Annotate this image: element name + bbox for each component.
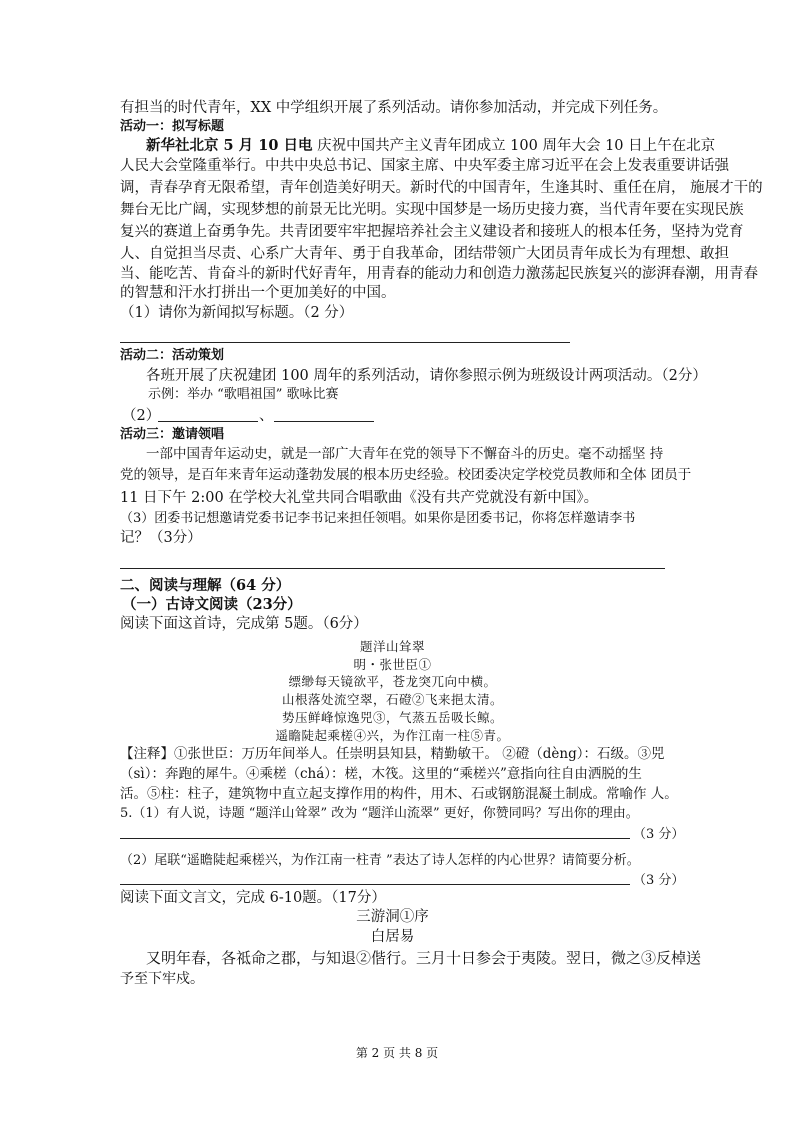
answer-line-3[interactable]: [120, 568, 665, 569]
question-5-2: （2）尾联“遥瞻陡起乘槎兴，为作江南一柱青 ”表达了诗人怎样的内心世界？请简要分析。: [120, 853, 640, 868]
notes-line-1: 【注释】①张世臣：万历年间举人。任崇明县知县，精勤敏干。 ②磴（dèng）：石级。③兕: [120, 746, 665, 762]
page-footer: 第 2 页 共 8 页: [355, 1046, 439, 1060]
news-line-6: 人、自觉担当尽责、心系广大青年、勇于自我革命，团结带领广大团员青年成长为有理想、敢担: [120, 246, 729, 262]
news-line-3: 调，青春孕育无限希望，青年创造美好明天。新时代的中国青年，生逢其时、重任在肩， 施展才干的: [120, 180, 763, 196]
news-line-8: 的智慧和汗水打拼出一个更加美好的中国。: [120, 285, 396, 301]
intro-line: 有担当的时代青年，XX 中学组织开展了系列活动。请你参加活动，并完成下列任务。: [120, 100, 668, 116]
news-line-2: 人民大会堂隆重举行。中共中央总书记、国家主席、中央军委主席习近平在会上发表重要讲话强: [120, 158, 729, 174]
prose-title: 三游洞①序: [356, 909, 429, 925]
prose-line-1: 又明年春，各祗命之郡，与知退②偕行。三月十日参会于夷陵。翌日，微之③反棹送: [146, 949, 702, 967]
section2-heading: 二、阅读与理解（64 分）: [120, 577, 291, 594]
notes-line-2: （sì）：奔跑的犀牛。④乘槎（chá）：槎，木筏。这里的“乘槎兴”意指向往自由洒脱的生: [120, 766, 642, 782]
activity2-heading: 活动二：活动策划: [120, 348, 225, 363]
poem-title: 题洋山耸翠: [359, 639, 425, 654]
poem-line-2: 山根落处流空翠，石磴②飞来挹太清。: [281, 692, 503, 707]
prose-instruction: 阅读下面文言文，完成 6-10题。（17分）: [120, 890, 386, 906]
activity3-question-1: （3）团委书记想邀请党委书记李书记来担任领唱。如果你是团委书记，你将怎样邀请李书: [120, 511, 636, 526]
poem-line-1: 缥缈每天镜欲平，苍龙突兀向中横。: [288, 674, 497, 689]
notes-line-3: 活。⑤柱：柱子，建筑物中直立起支撑作用的构件，用木、石或钢筋混凝土制成。常喻作 人。: [120, 786, 678, 802]
question-5-2-score: （3 分）: [633, 873, 685, 888]
news-line-1: 庆祝中国共产主义青年团成立 100 周年大会 10 日上午在北京: [317, 138, 716, 154]
question-5-1: 5.（1）有人说，诗题 “题洋山耸翠” 改为 “题洋山流翠” 更好，你赞同吗？写出你的理由。: [120, 806, 639, 821]
activity2-q-number: （2）: [122, 408, 161, 424]
poem-line-4: 遥瞻陡起乘槎④兴，为作江南一柱⑤青。: [275, 728, 510, 743]
answer-line-1[interactable]: [120, 342, 570, 343]
news-first-line: [146, 136, 715, 156]
poem-author: 明・张世臣①: [353, 657, 432, 672]
news-dateline: 新华社北京 5 月 10 日电: [146, 137, 313, 154]
answer-line-5-2[interactable]: [120, 884, 630, 885]
answer-blank-b[interactable]: [274, 421, 374, 422]
news-line-4: 舞台无比广阔，实现梦想的前景无比光明。实现中国梦是一场历史接力赛，当代青年要在实现民族: [120, 202, 744, 218]
news-line-5: 复兴的赛道上奋勇争先。共青团要牢牢把握培养社会主义建设者和接班人的根本任务，坚持为党育: [120, 224, 744, 240]
activity3-para-line-3: 11 日下午 2:00 在学校大礼堂共同合唱歌曲《没有共产党就没有新中国》。: [120, 490, 599, 506]
question-5-1-score: （3 分）: [633, 827, 685, 842]
prose-author: 白居易: [370, 929, 415, 945]
answer-line-5-1[interactable]: [120, 838, 630, 839]
news-line-7: 当、能吃苦、肯奋斗的新时代好青年，用青春的能动力和创造力激荡起民族复兴的澎湃春潮，用青春: [120, 266, 758, 282]
prose-line-2: 予至下牢戍。: [120, 971, 204, 987]
poem-line-3: 势压鲜峰惊逸兕③，气蒸五岳吸长鲸。: [281, 710, 503, 725]
activity2-line: 各班开展了庆祝建团 100 周年的系列活动，请你参照示例为班级设计两项活动。（2分）: [146, 368, 707, 384]
poem-instruction: 阅读下面这首诗，完成第 5题。（6分）: [120, 616, 368, 632]
activity1-heading: 活动一：拟写标题: [120, 119, 225, 134]
activity3-heading: 活动三：邀请领唱: [120, 427, 225, 442]
activity3-question-2: 记？（3分）: [120, 530, 202, 546]
activity3-para-line-2: 党的领导，是百年来青年运动蓬勃发展的根本历史经验。校团委决定学校党员教师和全体 团员于: [120, 467, 692, 483]
activity1-question: （1）请你为新闻拟写标题。（2 分）: [120, 305, 354, 321]
answer-blank-a[interactable]: [158, 421, 258, 422]
activity3-para-line-1: 一部中国青年运动史，就是一部广大青年在党的领导下不懈奋斗的历史。毫不动摇坚 持: [146, 446, 664, 462]
activity2-q-sep: 、: [259, 408, 274, 424]
activity2-example: 示例：举办 “歌唱祖国” 歌咏比赛: [148, 387, 339, 402]
section2-subheading: （一）古诗文阅读（23分）: [122, 596, 302, 613]
